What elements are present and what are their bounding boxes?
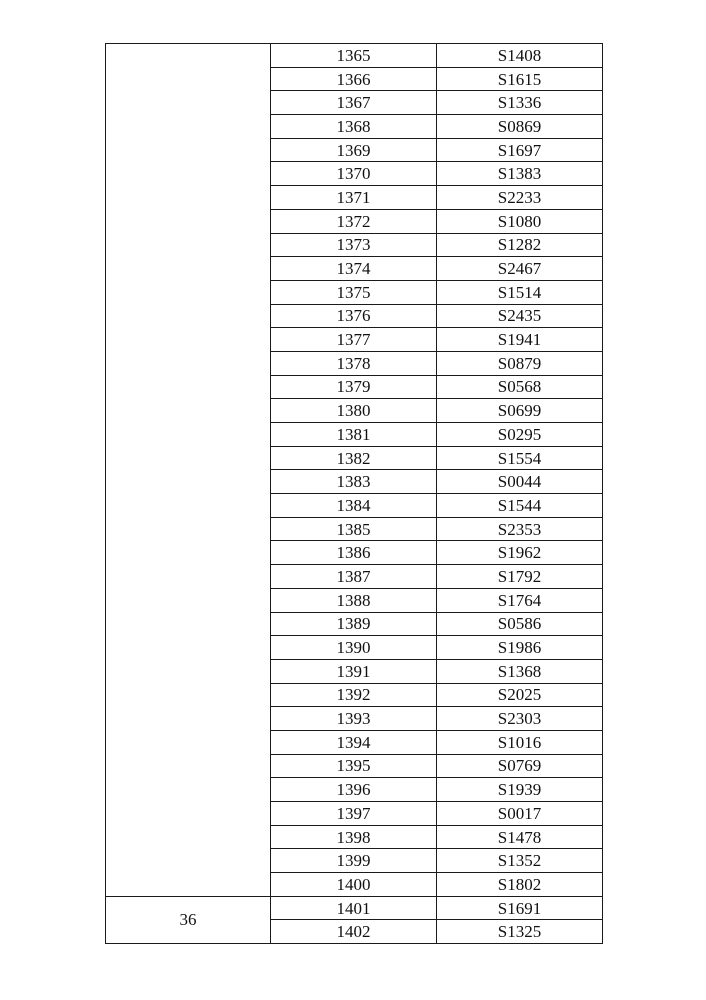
code-cell: S1325 xyxy=(437,920,603,944)
sequence-number-cell: 1380 xyxy=(271,399,437,423)
sequence-number-cell: 1379 xyxy=(271,375,437,399)
sequence-number-cell: 1399 xyxy=(271,849,437,873)
code-cell: S1368 xyxy=(437,659,603,683)
registration-table xyxy=(105,43,603,944)
group-number-cell: 36 xyxy=(106,896,271,943)
sequence-number-cell: 1400 xyxy=(271,873,437,897)
code-cell: S2303 xyxy=(437,707,603,731)
sequence-number-cell: 1378 xyxy=(271,351,437,375)
code-cell: S1691 xyxy=(437,896,603,920)
code-cell: S0869 xyxy=(437,115,603,139)
sequence-number-cell: 1394 xyxy=(271,730,437,754)
sequence-number-cell: 1375 xyxy=(271,280,437,304)
code-cell: S1764 xyxy=(437,588,603,612)
sequence-number-cell: 1368 xyxy=(271,115,437,139)
code-cell: S1352 xyxy=(437,849,603,873)
code-cell: S1514 xyxy=(437,280,603,304)
code-cell: S1986 xyxy=(437,636,603,660)
code-cell: S0699 xyxy=(437,399,603,423)
code-cell: S0879 xyxy=(437,351,603,375)
code-cell: S0769 xyxy=(437,754,603,778)
sequence-number-cell: 1372 xyxy=(271,209,437,233)
sequence-number-cell: 1365 xyxy=(271,44,437,68)
code-cell: S0044 xyxy=(437,470,603,494)
sequence-number-cell: 1383 xyxy=(271,470,437,494)
sequence-number-cell: 1376 xyxy=(271,304,437,328)
sequence-number-cell: 1395 xyxy=(271,754,437,778)
group-number-cell xyxy=(106,44,271,897)
code-cell: S1615 xyxy=(437,67,603,91)
code-cell: S1792 xyxy=(437,565,603,589)
sequence-number-cell: 1393 xyxy=(271,707,437,731)
sequence-number-cell: 1367 xyxy=(271,91,437,115)
sequence-number-cell: 1366 xyxy=(271,67,437,91)
sequence-number-cell: 1387 xyxy=(271,565,437,589)
code-cell: S0017 xyxy=(437,802,603,826)
sequence-number-cell: 1388 xyxy=(271,588,437,612)
sequence-number-cell: 1389 xyxy=(271,612,437,636)
code-cell: S2233 xyxy=(437,186,603,210)
sequence-number-cell: 1374 xyxy=(271,257,437,281)
code-cell: S2467 xyxy=(437,257,603,281)
code-cell: S0586 xyxy=(437,612,603,636)
sequence-number-cell: 1369 xyxy=(271,138,437,162)
code-cell: S1408 xyxy=(437,44,603,68)
code-cell: S1080 xyxy=(437,209,603,233)
code-cell: S1939 xyxy=(437,778,603,802)
sequence-number-cell: 1396 xyxy=(271,778,437,802)
sequence-number-cell: 1390 xyxy=(271,636,437,660)
code-cell: S1802 xyxy=(437,873,603,897)
code-cell: S1478 xyxy=(437,825,603,849)
sequence-number-cell: 1401 xyxy=(271,896,437,920)
code-cell: S1383 xyxy=(437,162,603,186)
table-row xyxy=(106,44,603,68)
code-cell: S1554 xyxy=(437,446,603,470)
code-cell: S2025 xyxy=(437,683,603,707)
sequence-number-cell: 1370 xyxy=(271,162,437,186)
code-cell: S1962 xyxy=(437,541,603,565)
sequence-number-cell: 1382 xyxy=(271,446,437,470)
sequence-number-cell: 1397 xyxy=(271,802,437,826)
sequence-number-cell: 1371 xyxy=(271,186,437,210)
code-cell: S2435 xyxy=(437,304,603,328)
sequence-number-cell: 1398 xyxy=(271,825,437,849)
sequence-number-cell: 1402 xyxy=(271,920,437,944)
code-cell: S0568 xyxy=(437,375,603,399)
table-row xyxy=(106,896,603,920)
code-cell: S1544 xyxy=(437,494,603,518)
sequence-number-cell: 1377 xyxy=(271,328,437,352)
sequence-number-cell: 1373 xyxy=(271,233,437,257)
sequence-number-cell: 1392 xyxy=(271,683,437,707)
code-cell: S1016 xyxy=(437,730,603,754)
sequence-number-cell: 1385 xyxy=(271,517,437,541)
registration-table-body xyxy=(106,44,603,944)
code-cell: S0295 xyxy=(437,423,603,447)
code-cell: S1941 xyxy=(437,328,603,352)
sequence-number-cell: 1391 xyxy=(271,659,437,683)
code-cell: S1697 xyxy=(437,138,603,162)
sequence-number-cell: 1386 xyxy=(271,541,437,565)
code-cell: S1336 xyxy=(437,91,603,115)
sequence-number-cell: 1384 xyxy=(271,494,437,518)
code-cell: S2353 xyxy=(437,517,603,541)
code-cell: S1282 xyxy=(437,233,603,257)
sequence-number-cell: 1381 xyxy=(271,423,437,447)
